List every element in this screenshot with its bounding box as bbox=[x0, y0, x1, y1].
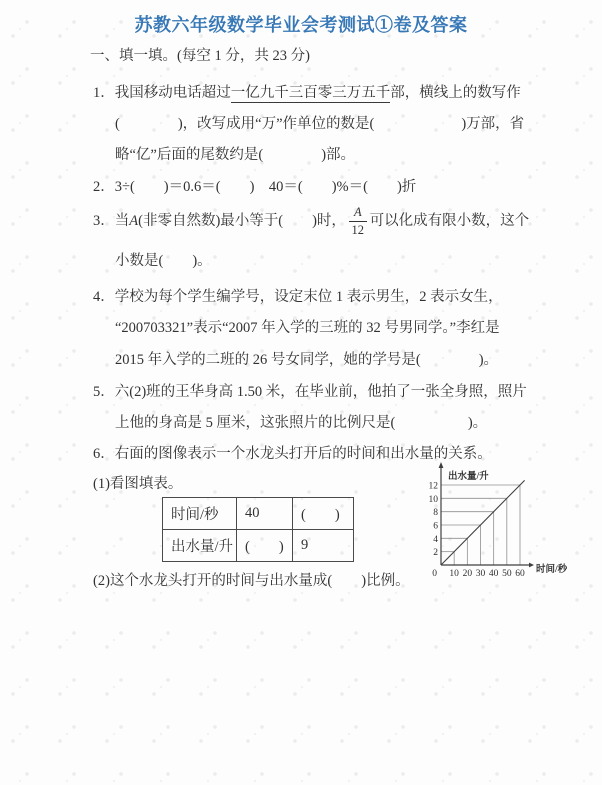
question-2-line-1: 2．3÷( )＝0.6＝( ) 40＝( )%＝( )折 bbox=[93, 179, 417, 195]
water-output-chart bbox=[396, 455, 588, 585]
svg-text:10: 10 bbox=[449, 569, 459, 579]
question-5-line-1: 5．六(2)班的王华身高 1.50 米，在毕业前，他拍了一张全身照，照片 bbox=[93, 384, 527, 400]
water-output-chart-container bbox=[396, 455, 588, 585]
table-row bbox=[163, 498, 354, 530]
variable-a: A bbox=[129, 212, 139, 229]
question-1-text-pre: 1．我国移动电话超过 bbox=[93, 85, 231, 101]
table-cell-time-value: 40 bbox=[237, 498, 293, 530]
svg-text:2: 2 bbox=[433, 548, 438, 559]
question-3-text-pre1: 3．当 bbox=[93, 212, 130, 229]
svg-text:20: 20 bbox=[462, 569, 473, 579]
svg-text:40: 40 bbox=[488, 569, 499, 579]
table-cell-time-header: 时间/秒 bbox=[163, 498, 237, 530]
svg-text:60: 60 bbox=[515, 569, 525, 579]
question-1-underlined-number: 一亿九千三百零三万五千 bbox=[230, 85, 391, 101]
question-3-text-post: 可以化成有限小数，这个 bbox=[369, 212, 530, 229]
question-4-line-3: 2015 年入学的二班的 26 号女同学，她的学号是( )。 bbox=[115, 352, 499, 368]
table-row bbox=[163, 530, 354, 562]
question-6-line-1: 6．右面的图像表示一个水龙头打开后的时间和出水量的关系。 bbox=[93, 446, 492, 462]
fill-table bbox=[162, 497, 354, 562]
svg-text:12: 12 bbox=[428, 481, 438, 492]
svg-text:0: 0 bbox=[432, 569, 437, 579]
table-cell-output-header: 出水量/升 bbox=[163, 530, 237, 562]
svg-text:4: 4 bbox=[433, 534, 438, 545]
question-4-line-1: 4．学校为每个学生编学号，设定末位 1 表示男生，2 表示女生， bbox=[93, 289, 503, 305]
table-cell-output-blank: ( ) bbox=[237, 530, 293, 562]
svg-text:10: 10 bbox=[428, 494, 438, 505]
question-1-line-2: ( )，改写成用“万”作单位的数是( )万部，省 bbox=[115, 116, 525, 132]
question-1-line-3: 略“亿”后面的尾数约是( )部。 bbox=[115, 147, 356, 163]
fraction-numerator: A bbox=[349, 206, 367, 222]
section-heading: 一、填一填。(每空 1 分，共 23 分) bbox=[90, 48, 310, 64]
question-6-sub-2: (2)这个水龙头打开的时间与出水量成( )比例。 bbox=[93, 573, 410, 589]
svg-text:30: 30 bbox=[475, 569, 486, 579]
svg-text:出水量/升: 出水量/升 bbox=[448, 472, 489, 482]
question-4-line-2: “200703321”表示“2007 年入学的三班的 32 号男同学。”李红是 bbox=[115, 320, 500, 336]
table-cell-time-blank: ( ) bbox=[293, 498, 354, 530]
question-1-line-1 bbox=[93, 84, 521, 102]
svg-text:8: 8 bbox=[433, 508, 438, 519]
table-cell-output-value: 9 bbox=[293, 530, 354, 562]
question-3-line-2: 小数是( )。 bbox=[115, 253, 212, 269]
fraction-a-over-12 bbox=[349, 206, 367, 236]
document-title: 苏教六年级数学毕业会考测试①卷及答案 bbox=[134, 15, 468, 35]
question-6-sub-1: (1)看图填表。 bbox=[93, 476, 183, 492]
question-1-text-post: 部，横线上的数写作 bbox=[390, 85, 521, 101]
question-3-text-pre2: (非零自然数)最小等于( )时， bbox=[138, 212, 346, 229]
svg-text:时间/秒: 时间/秒 bbox=[536, 565, 568, 575]
question-3-line-1 bbox=[93, 198, 529, 244]
svg-text:50: 50 bbox=[502, 569, 512, 579]
question-5-line-2: 上他的身高是 5 厘米，这张照片的比例尺是( )。 bbox=[115, 415, 488, 431]
fraction-denominator: 12 bbox=[351, 222, 364, 237]
svg-text:6: 6 bbox=[433, 521, 438, 532]
